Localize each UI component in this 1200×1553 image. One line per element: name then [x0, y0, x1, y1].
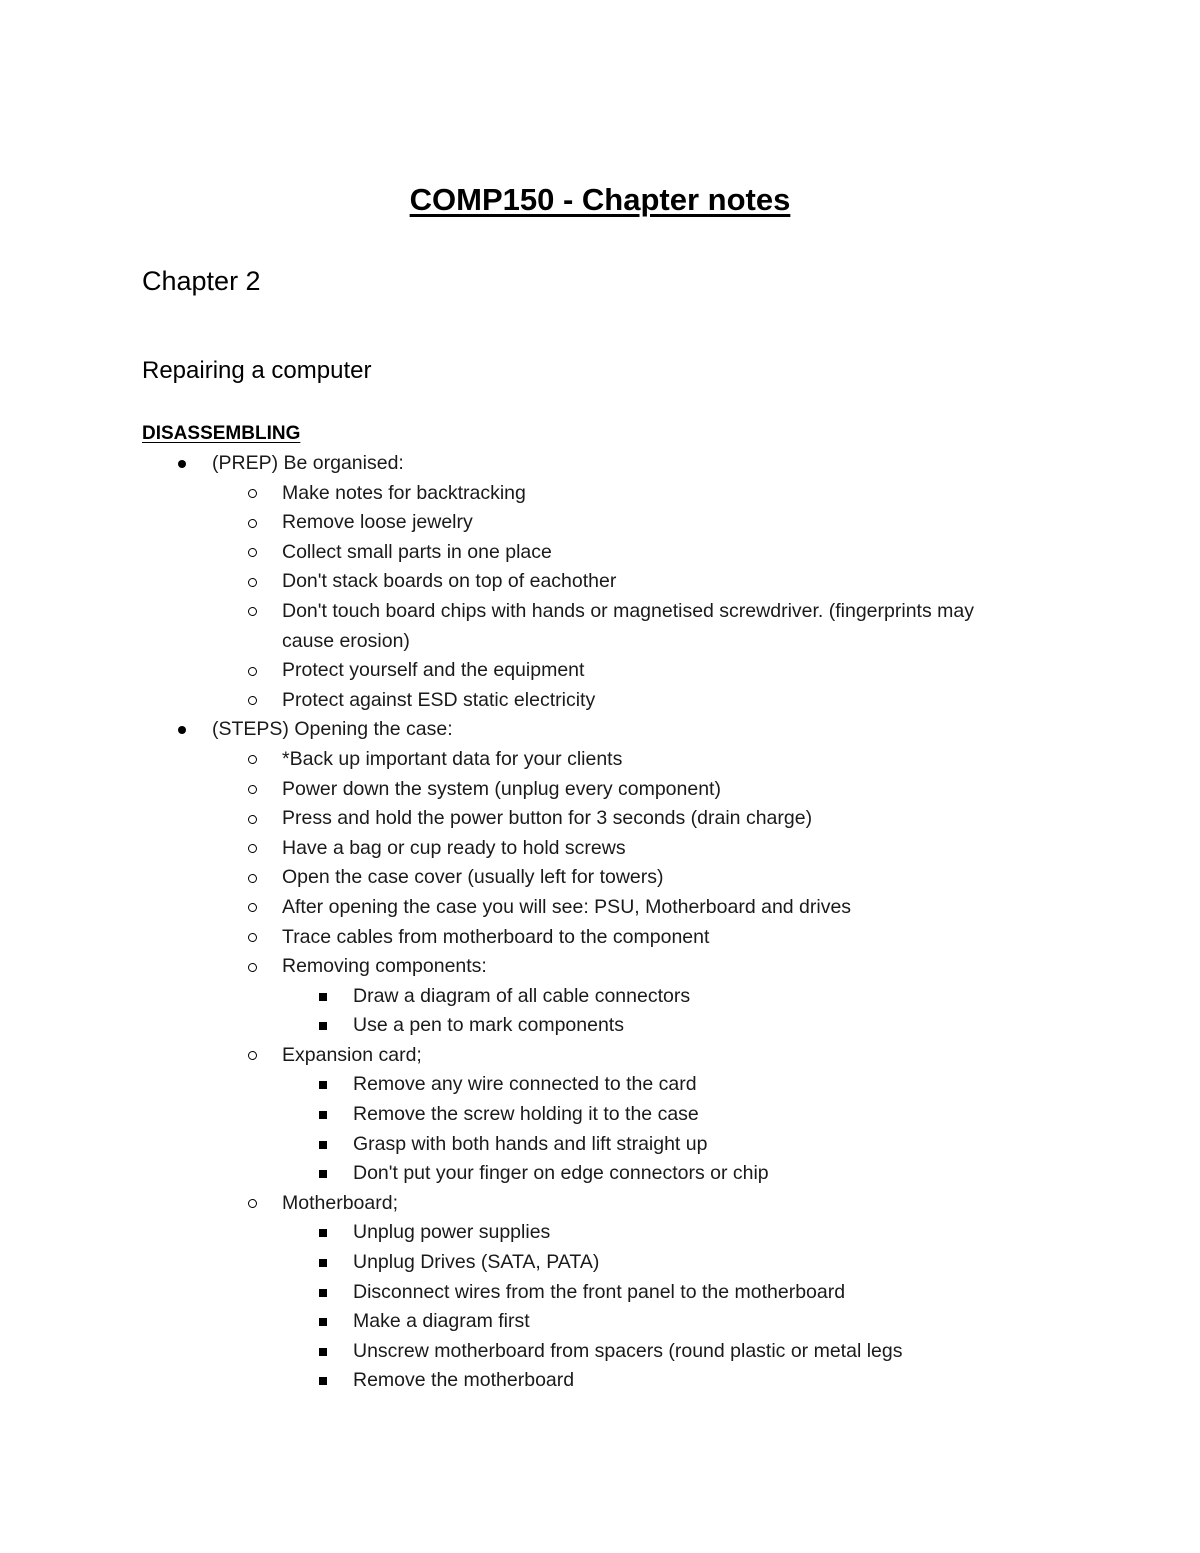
list-item: Removing components:	[142, 952, 1102, 982]
square-bullet-icon	[319, 1318, 327, 1326]
hollow-circle-bullet-icon	[248, 667, 257, 676]
square-bullet-icon	[319, 993, 327, 1001]
list-item: Remove the motherboard	[142, 1366, 1102, 1396]
list-item: Use a pen to mark components	[142, 1011, 1102, 1041]
list-item: Remove any wire connected to the card	[142, 1070, 1102, 1100]
hollow-circle-bullet-icon	[248, 844, 257, 853]
square-bullet-icon	[319, 1289, 327, 1297]
square-bullet-icon	[319, 1022, 327, 1030]
list-item: Power down the system (unplug every component)	[142, 775, 1102, 805]
list-item: Unplug power supplies	[142, 1218, 1102, 1248]
list-item: Don't stack boards on top of eachother	[142, 567, 1102, 597]
list-item: Disconnect wires from the front panel to the motherboard	[142, 1278, 1102, 1308]
hollow-circle-bullet-icon	[248, 519, 257, 528]
list-item: Make notes for backtracking	[142, 479, 1102, 509]
square-bullet-icon	[319, 1141, 327, 1149]
hollow-circle-bullet-icon	[248, 903, 257, 912]
hollow-circle-bullet-icon	[248, 963, 257, 972]
hollow-circle-bullet-icon	[248, 785, 257, 794]
filled-circle-bullet-icon	[178, 726, 186, 734]
hollow-circle-bullet-icon	[248, 578, 257, 587]
list-item: Don't touch board chips with hands or magnetised screwdriver. (fingerprints may	[142, 597, 1102, 627]
square-bullet-icon	[319, 1081, 327, 1089]
filled-circle-bullet-icon	[178, 460, 186, 468]
list-item: Collect small parts in one place	[142, 538, 1102, 568]
list-item: *Back up important data for your clients	[142, 745, 1102, 775]
list-item: Have a bag or cup ready to hold screws	[142, 834, 1102, 864]
list-item: (PREP) Be organised:	[142, 449, 1102, 479]
list-item-continuation: cause erosion)	[282, 629, 410, 652]
subsection-heading: DISASSEMBLING	[142, 423, 301, 444]
list-item: Motherboard;	[142, 1189, 1102, 1219]
hollow-circle-bullet-icon	[248, 755, 257, 764]
steps-items	[142, 745, 1102, 982]
page-title: COMP150 - Chapter notes	[409, 182, 791, 217]
list-item: Unscrew motherboard from spacers (round plastic or metal legs	[142, 1337, 1102, 1367]
expansion-items	[142, 1070, 1102, 1188]
square-bullet-icon	[319, 1229, 327, 1237]
removing-items	[142, 982, 1102, 1041]
motherboard-group	[142, 1189, 1102, 1219]
motherboard-items	[142, 1218, 1102, 1396]
prep-list	[142, 449, 1102, 479]
notes-list	[142, 449, 1102, 1396]
list-item: (STEPS) Opening the case:	[142, 715, 1102, 745]
section-heading: Repairing a computer	[142, 357, 372, 384]
list-item: After opening the case you will see: PSU, Motherboard and drives	[142, 893, 1102, 923]
prep-items	[142, 479, 1102, 716]
list-item: Expansion card;	[142, 1041, 1102, 1071]
hollow-circle-bullet-icon	[248, 1199, 257, 1208]
list-item: Trace cables from motherboard to the component	[142, 923, 1102, 953]
hollow-circle-bullet-icon	[248, 696, 257, 705]
hollow-circle-bullet-icon	[248, 874, 257, 883]
list-item: Make a diagram first	[142, 1307, 1102, 1337]
hollow-circle-bullet-icon	[248, 489, 257, 498]
square-bullet-icon	[319, 1348, 327, 1356]
list-item: Remove the screw holding it to the case	[142, 1100, 1102, 1130]
list-item: Unplug Drives (SATA, PATA)	[142, 1248, 1102, 1278]
hollow-circle-bullet-icon	[248, 933, 257, 942]
list-item: Draw a diagram of all cable connectors	[142, 982, 1102, 1012]
chapter-heading: Chapter 2	[142, 266, 261, 296]
hollow-circle-bullet-icon	[248, 1051, 257, 1060]
square-bullet-icon	[319, 1377, 327, 1385]
square-bullet-icon	[319, 1170, 327, 1178]
hollow-circle-bullet-icon	[248, 607, 257, 616]
list-item: Open the case cover (usually left for towers)	[142, 863, 1102, 893]
steps-list	[142, 715, 1102, 745]
square-bullet-icon	[319, 1111, 327, 1119]
list-item: Remove loose jewelry	[142, 508, 1102, 538]
list-item: Press and hold the power button for 3 seconds (drain charge)	[142, 804, 1102, 834]
square-bullet-icon	[319, 1259, 327, 1267]
list-item: Protect yourself and the equipment	[142, 656, 1102, 686]
list-item: Grasp with both hands and lift straight up	[142, 1130, 1102, 1160]
hollow-circle-bullet-icon	[248, 815, 257, 824]
list-item: Don't put your finger on edge connectors or chip	[142, 1159, 1102, 1189]
expansion-group	[142, 1041, 1102, 1071]
hollow-circle-bullet-icon	[248, 548, 257, 557]
list-item: Protect against ESD static electricity	[142, 686, 1102, 716]
